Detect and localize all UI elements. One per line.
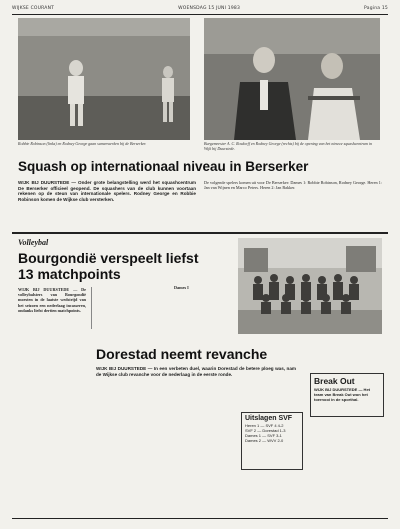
squash-headline: Squash op internationaal niveau in Berserker — [18, 159, 309, 174]
dorestad-lead: WIJK BIJ DUURSTEDE — In een verbeten duel, waarin Dorestad de betere ploeg was, nam de Wijkse club revanche voor de nederlaag in de eerste ronde. — [96, 366, 296, 377]
photo-left-caption: Robbie Robinson (links) en Rodney George gaan samenwerken bij de Berserker. — [18, 141, 147, 146]
issue-date: WOENSDAG 15 JUNI 1983 — [178, 5, 241, 11]
uitslagen-line: SVF 2 — Dorestad 1-3 — [245, 428, 286, 433]
photo-squash-players — [18, 18, 190, 140]
volleyball-headline: Bourgondië verspeelt liefst 13 matchpoints — [18, 250, 199, 282]
photo-volleyball-team — [238, 238, 382, 334]
breakout-box — [310, 373, 384, 417]
squash-lead: WIJK BIJ DUURSTEDE — Onder grote belangstelling werd het squashcentrum De Berserker officieel geopend. De squashers van de club kunnen voortaan rekenen op de steun van internationale spelers. Rodney George en Robbie Robinson komen de Wijkse club versterken. — [18, 180, 196, 202]
breakout-body: WIJK BIJ DUURSTEDE — Het team van Break Out won het toernooi in de sporthal. — [314, 387, 371, 402]
photo-opening — [204, 18, 380, 140]
footer-rule — [12, 518, 388, 519]
uitslagen-line: Heren 1 — SVF 4 4-2 — [245, 423, 284, 428]
column-divider — [91, 287, 92, 329]
uitslagen-line: Dames 1 — SVF 3-1 — [245, 433, 282, 438]
paper-name: WIJKSE COURANT — [12, 5, 55, 11]
volleyball-body: WIJK BIJ DUURSTEDE — De volleybalsters van Bourgondië moesten in de laatste wedstrijd van het seizoen een nederlaag incasseren, ondanks liefst dertien matchpoints. — [18, 287, 86, 313]
squash-body-right: De volgende spelers komen uit voor De Berserker: Dames 1: Robbie Robinson, Rodney George. Heren 1: Jan van Wijnen en Marco Peters. Heren 2: Jan Bakker. — [204, 180, 382, 191]
volleyball-kicker: Volleybal — [18, 238, 49, 247]
page-number: Pagina 15 — [364, 5, 388, 11]
masthead — [12, 3, 388, 13]
uitslagen-box — [241, 412, 303, 470]
photo-squash-players-image — [18, 18, 190, 140]
photo-opening-image — [204, 18, 380, 140]
volleyball-col2-heading: Dames I — [174, 285, 189, 290]
uitslagen-title: Uitslagen SVF — [245, 415, 293, 422]
section-rule — [12, 232, 388, 234]
breakout-title: Break Out — [314, 376, 355, 386]
uitslagen-line: Dames 2 — WVV 2-0 — [245, 438, 284, 443]
photo-right-caption: Burgemeester A. C. Rosdorff en Rodney George (rechts) bij de opening van het nieuwe squashcentrum in Wijk bij Duurstede. — [204, 141, 373, 151]
photo-volleyball-team-image — [238, 238, 382, 334]
dorestad-headline: Dorestad neemt revanche — [96, 346, 268, 362]
header-rule — [12, 14, 388, 15]
